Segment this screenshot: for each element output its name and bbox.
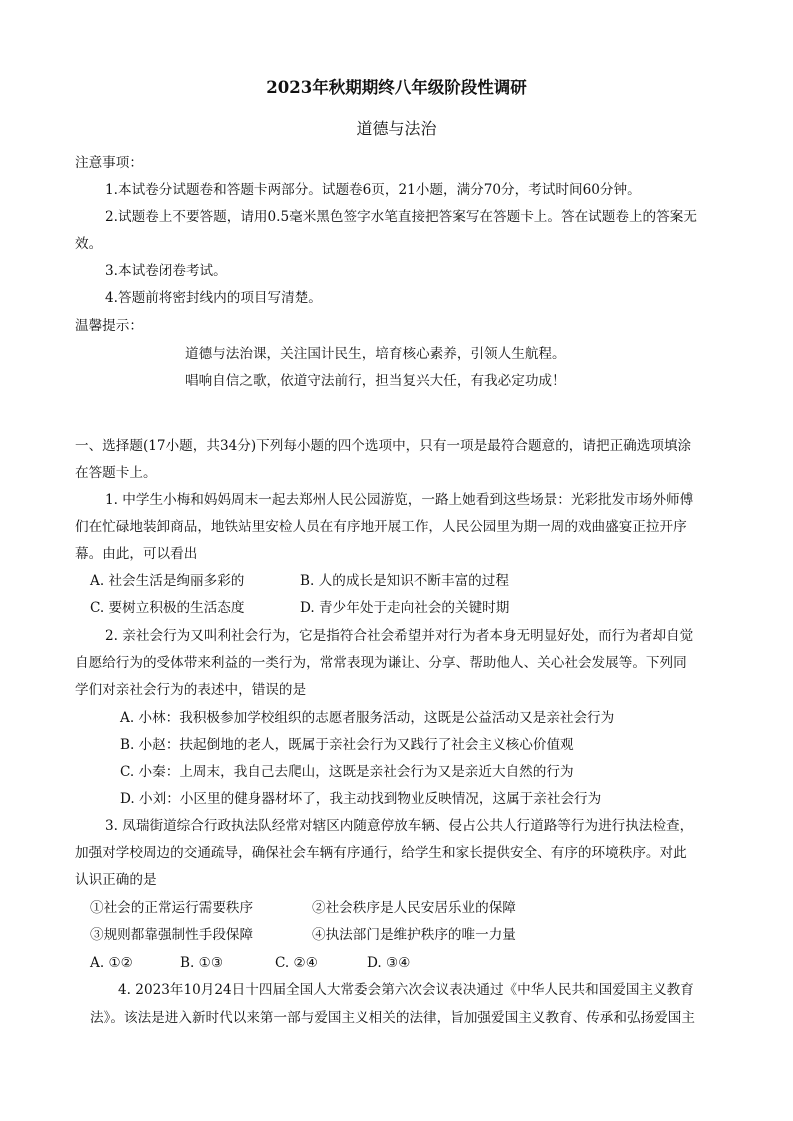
option-a: A. ①② bbox=[90, 955, 133, 971]
question-stem: 认识正确的是 bbox=[75, 872, 157, 888]
option-d: D. ③④ bbox=[367, 955, 411, 971]
option-a: A. 小林：我积极参加学校组织的志愿者服务活动，这既是公益活动又是亲社会行为 bbox=[120, 710, 615, 726]
question-stem: 4. 2023年10月24日十四届全国人大常委会第六次会议表决通过《中华人民共和国爱国主义教育 bbox=[118, 982, 694, 998]
notice-item: 3.本试卷闭卷考试。 bbox=[105, 263, 227, 279]
option-c: C. 要树立积极的生活态度 bbox=[90, 600, 245, 616]
exam-subject: 道德与法治 bbox=[356, 119, 437, 138]
statement-4: ④执法部门是维护秩序的唯一力量 bbox=[312, 927, 516, 943]
question-stem: 3. 凤瑞街道综合行政执法队经常对辖区内随意停放车辆、侵占公共人行道路等行为进行执法检查， bbox=[105, 818, 694, 834]
option-c: C. 小秦：上周末，我自己去爬山，这既是亲社会行为又是亲近大自然的行为 bbox=[120, 764, 574, 780]
notice-item: 2.试题卷上不要答题，请用0.5毫米黑色签字水笔直接把答案写在答题卡上。答在试题卷上的答案无 bbox=[105, 209, 697, 225]
question-stem: 们在忙碌地装卸商品，地铁站里安检人员在有序地开展工作，人民公园里为期一周的戏曲盛宴正拉开序 bbox=[75, 519, 687, 535]
option-d: D. 青少年处于走向社会的关键时期 bbox=[300, 600, 510, 616]
section-heading: 一、选择题(17小题，共34分)下列每小题的四个选项中，只有一项是最符合题意的，请把正确选项填涂 bbox=[75, 438, 692, 454]
question-stem: 2. 亲社会行为又叫利社会行为，它是指符合社会希望并对行为者本身无明显好处，而行为者却自觉 bbox=[105, 628, 694, 644]
statement-3: ③规则都靠强制性手段保障 bbox=[90, 927, 254, 943]
tips-line: 道德与法治课，关注国计民生，培育核心素养，引领人生航程。 bbox=[185, 346, 566, 362]
question-stem: 学们对亲社会行为的表述中，错误的是 bbox=[75, 682, 307, 698]
section-heading-cont: 在答题卡上。 bbox=[75, 465, 157, 481]
notice-heading: 注意事项： bbox=[75, 155, 143, 171]
tips-line: 唱响自信之歌，依道守法前行，担当复兴大任，有我必定功成！ bbox=[185, 373, 566, 389]
option-c: C. ②④ bbox=[275, 955, 318, 971]
statement-2: ②社会秩序是人民安居乐业的保障 bbox=[312, 900, 516, 916]
option-b: B. 人的成长是知识不断丰富的过程 bbox=[300, 573, 509, 589]
question-stem: 幕。由此，可以看出 bbox=[75, 546, 198, 562]
statement-1: ①社会的正常运行需要秩序 bbox=[90, 900, 254, 916]
question-stem: 1. 中学生小梅和妈妈周末一起去郑州人民公园游览，一路上她看到这些场景：光彩批发市场外师傅 bbox=[105, 492, 694, 508]
notice-item: 效。 bbox=[75, 236, 103, 252]
question-stem: 自愿给行为的受体带来利益的一类行为，常常表现为谦让、分享、帮助他人、关心社会发展等。下列同 bbox=[75, 655, 687, 671]
question-stem: 加强对学校周边的交通疏导，确保社会车辆有序通行，给学生和家长提供安全、有序的环境秩序。对此 bbox=[75, 845, 687, 861]
notice-item: 4.答题前将密封线内的项目写清楚。 bbox=[105, 290, 322, 306]
option-a: A. 社会生活是绚丽多彩的 bbox=[90, 573, 245, 589]
exam-title: 2023年秋期期终八年级阶段性调研 bbox=[266, 78, 527, 97]
notice-item: 1.本试卷分试题卷和答题卡两部分。试题卷6页，21小题，满分70分，考试时间60分钟。 bbox=[105, 182, 641, 198]
tips-heading: 温馨提示： bbox=[75, 318, 143, 334]
option-b: B. ①③ bbox=[180, 955, 224, 971]
question-stem: 法》。该法是进入新时代以来第一部与爱国主义相关的法律，旨加强爱国主义教育、传承和弘扬爱国主 bbox=[90, 1010, 695, 1026]
option-b: B. 小赵：扶起倒地的老人，既属于亲社会行为又践行了社会主义核心价值观 bbox=[120, 737, 574, 753]
option-d: D. 小刘：小区里的健身器材坏了，我主动找到物业反映情况，这属于亲社会行为 bbox=[120, 791, 602, 807]
